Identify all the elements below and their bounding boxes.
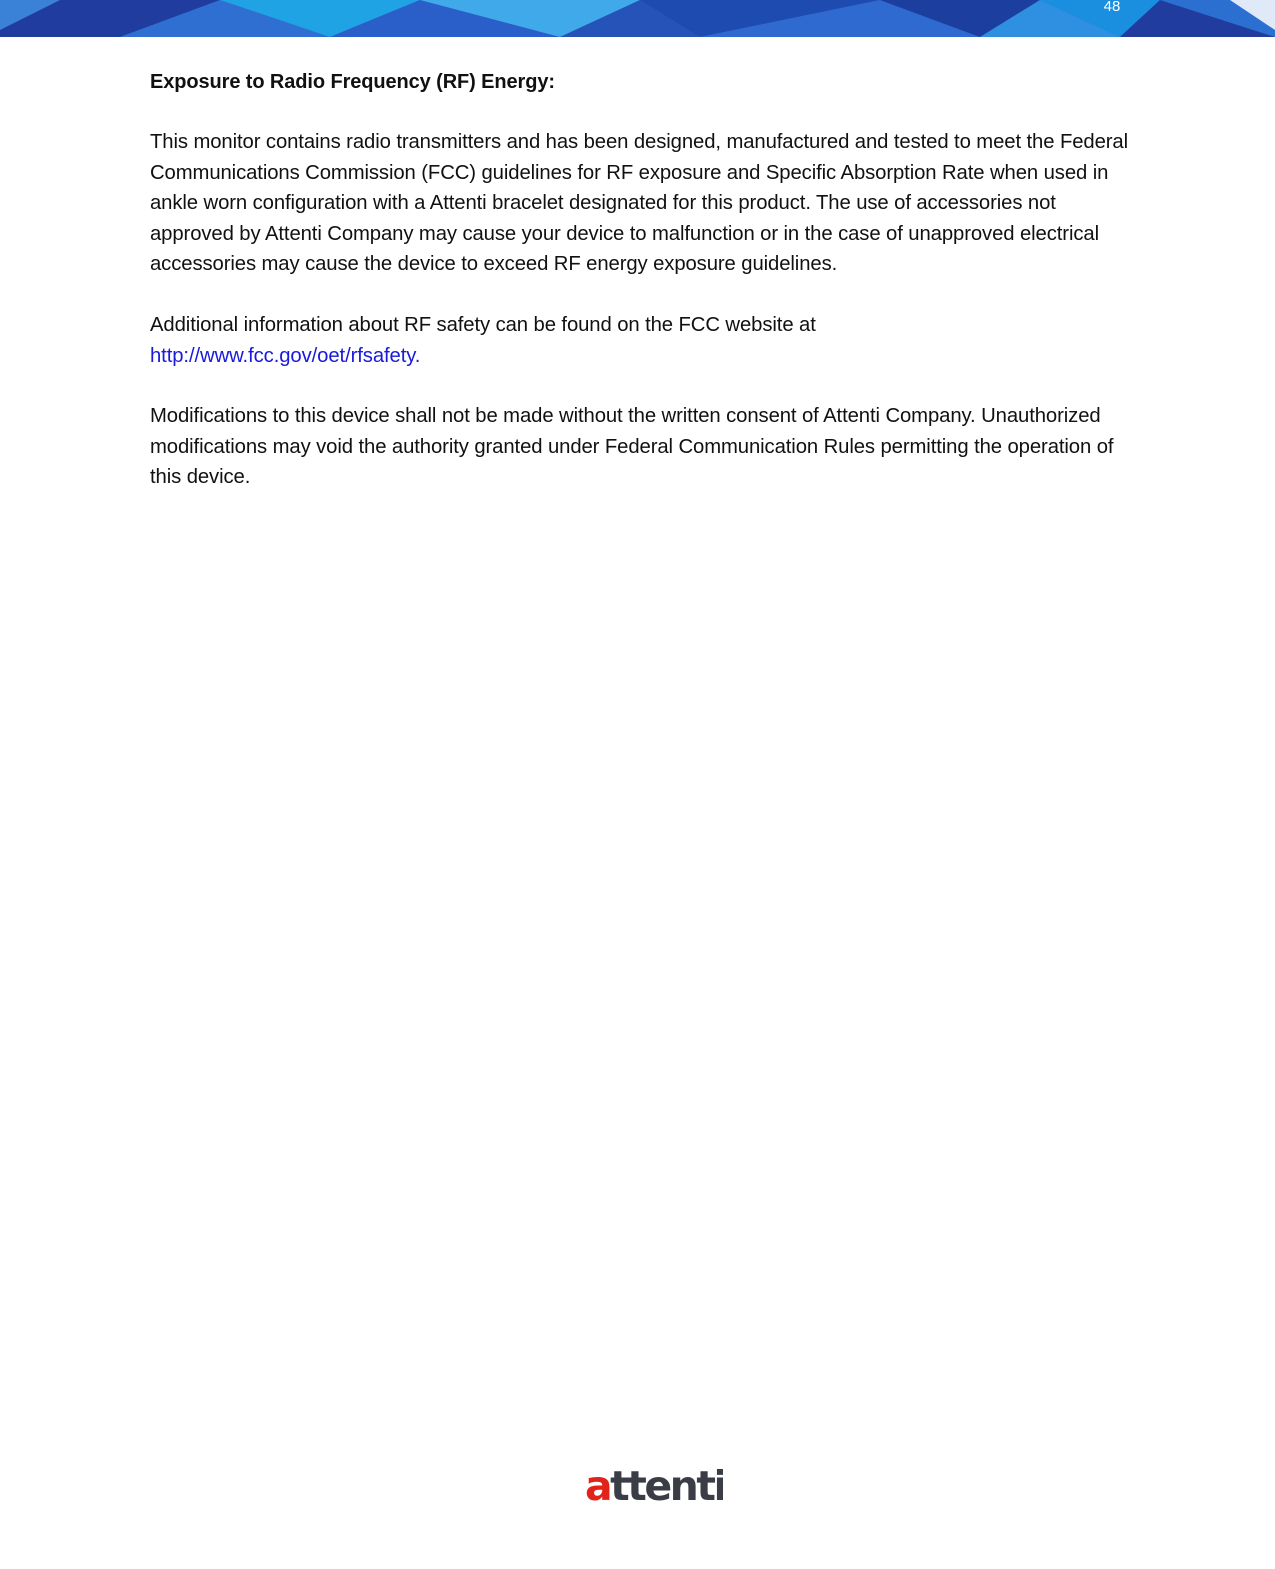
page-number: 48 [1103, 0, 1121, 15]
paragraph-rf-safety-info [150, 310, 1135, 371]
attenti-logo [583, 1460, 723, 1508]
header-band [0, 0, 1275, 37]
fcc-rfsafety-link[interactable]: http://www.fcc.gov/oet/rfsafety. [150, 344, 421, 367]
attenti-logo-mark [583, 1460, 723, 1508]
paragraph-rf-exposure: This monitor contains radio transmitters and has been designed, manufactured and tested to meet the Federal Communications Commission (FCC) guidelines for RF exposure and Specific Absorption Rate when used in ankle worn configuration with a Attenti bracelet designated for this product. The use of accessories not approved by Attenti Company may cause your device to malfunction or in the case of unapproved electrical accessories may cause the device to exceed RF energy exposure guidelines. [150, 131, 1129, 276]
document-body [150, 66, 1135, 523]
header-polygon-pattern [0, 0, 1275, 37]
svg-text:attenti: attenti [585, 1462, 723, 1508]
rf-safety-text: Additional information about RF safety can be found on the FCC website at [150, 313, 816, 336]
section-title: Exposure to Radio Frequency (RF) Energy: [150, 71, 555, 93]
paragraph-modifications: Modifications to this device shall not be made without the written consent of Attenti Company. Unauthorized modifications may void the authority granted under Federal Communication Rules permitting the operation of this device. [150, 405, 1114, 489]
